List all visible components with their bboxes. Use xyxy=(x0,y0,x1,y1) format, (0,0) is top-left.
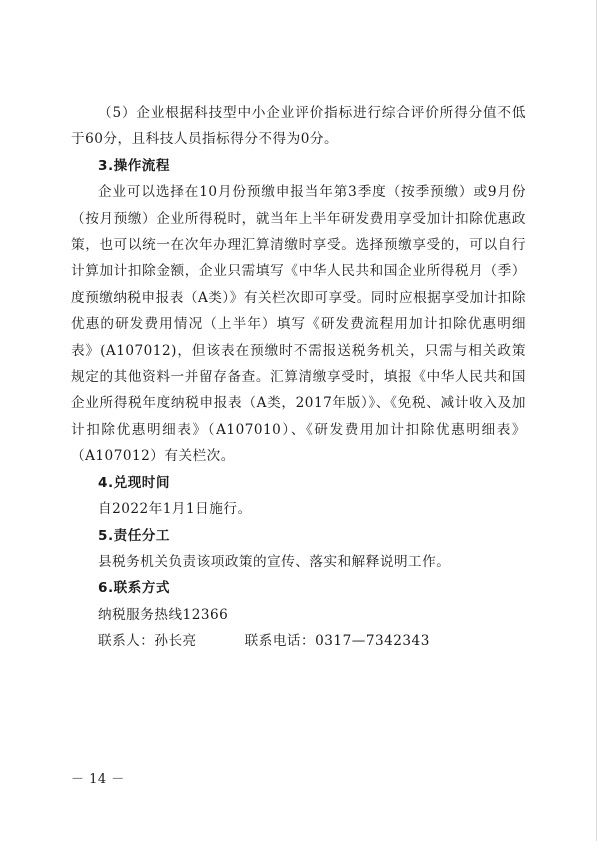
heading-fulfillment-time: 4.兑现时间 xyxy=(98,474,170,491)
paragraph-responsibility: 县税务机关负责该项政策的宣传、落实和解释说明工作。 xyxy=(98,553,451,570)
page-number: － 14 － xyxy=(71,772,125,787)
heading-responsibility: 5.责任分工 xyxy=(98,527,170,544)
contact-person: 联系人：孙长亮 xyxy=(98,633,197,650)
paragraph-operation-process: 企业可以选择在10月份预缴申报当年第3季度（按季预缴）或9月份（按月预缴）企业所得税时，就当年上半年研发费用享受加计扣除优惠政策，也可以统一在次年办理汇算清缴时享受。选择预缴享受的，可以自行计算加计扣除金额，企业只需填写《中华人民共和国企业所得税月（季）度预缴纳税申报表（A类）》有关栏次即可享受。同时应根据享受加计扣除优惠的研发费用情况（上半年）填写《研发费流程用加计扣除优惠明细表》(A107012)，但该表在预缴时不需报送税务机关，只需与相关政策规定的其他资料一并留存备查。汇算清缴享受时，填报《中华人民共和国企业所得税年度纳税申报表（A类，2017年版）》、《免税、减计收入及加计扣除优惠明细表》（A107010）、《研发费用加计扣除优惠明细表》（A107012）有关栏次。 xyxy=(71,184,526,465)
contact-line xyxy=(71,628,526,654)
paragraph-criterion-5: （5）企业根据科技型中小企业评价指标进行综合评价所得分值不低于60分，且科技人员指标得分不得为0分。 xyxy=(71,105,526,148)
contact-phone: 联系电话：0317—7342343 xyxy=(244,633,430,650)
document-body xyxy=(71,100,526,655)
hotline-line xyxy=(71,602,526,628)
heading-contact: 6.联系方式 xyxy=(98,580,170,597)
paragraph-fulfillment-time: 自2022年1月1日施行。 xyxy=(98,501,252,518)
heading-operation-process: 3.操作流程 xyxy=(98,157,170,174)
hotline-text: 纳税服务热线12366 xyxy=(98,606,229,623)
